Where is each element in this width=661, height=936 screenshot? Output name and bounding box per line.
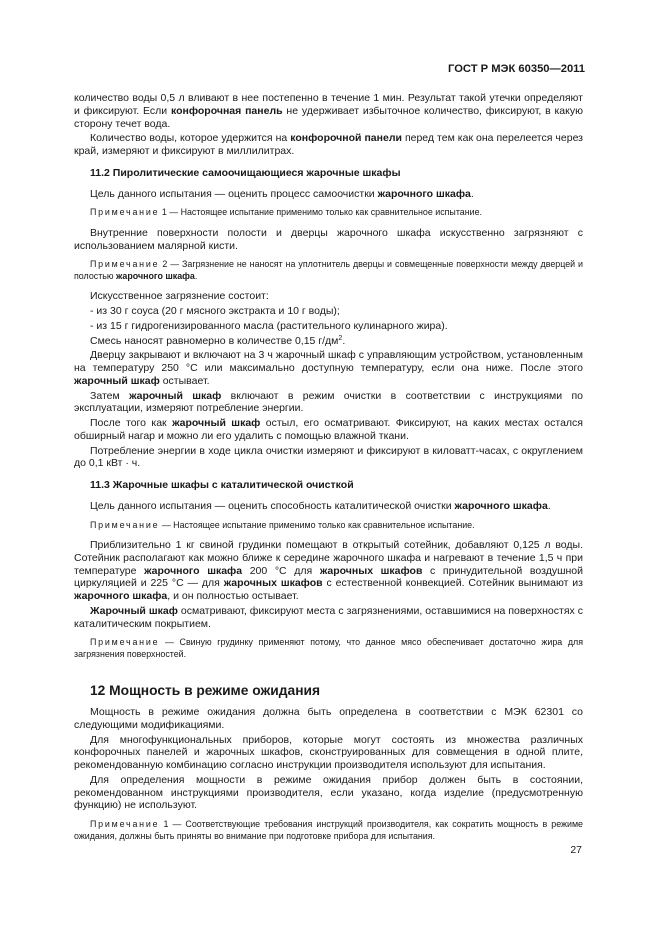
note-12-1 [74, 819, 583, 842]
paragraph-standby-3: Для определения мощности в режиме ожидания прибор должен быть в состоянии, рекомендованном инструкциями производителя, если указано, когда изделие (предусмотренную функцию) не используют. [74, 773, 583, 812]
paragraph-inspection [74, 417, 583, 443]
text: перед тем как она перелеется через край, измеряют и фиксируют в миллилитрах. [74, 132, 584, 157]
term-oven: жарочный шкаф [172, 417, 261, 429]
list-item-sauce: - из 30 г соуса (20 г мясного экстракта и 10 г воды); [90, 305, 340, 317]
term-oven: жарочного шкафа [144, 564, 243, 577]
text: Количество воды, которое удержится на [90, 132, 291, 145]
paragraph-cleaning-mode [74, 390, 583, 416]
note-text: 1 — Соответствующие требования инструкций производителя, как сократить мощность в режиме ожидания, должны быть приняты во внимание при подготовке прибора для испытания. [74, 819, 583, 841]
note-label: Примечание [90, 207, 160, 218]
superscript: 2 [338, 334, 343, 342]
heading-11-3: 11.3 Жарочные шкафы с каталитической очисткой [90, 479, 354, 491]
term-ovens: жарочных шкафов [223, 577, 323, 590]
note-11-2-2 [74, 259, 583, 282]
note-11-3-2 [74, 637, 583, 660]
note-text: . [194, 270, 198, 281]
text: остывает. [159, 374, 210, 387]
paragraph-water-amount [74, 132, 583, 158]
text: Приблизительно 1 кг свиной грудинки помещают в открытый сотейник, добавляют 0,125 л воды. Сотейник располагают как можно ближе к середине жарочного шкафа и нагревают в течение 1,5 ч при температуре [74, 539, 583, 577]
text: осматривают, фиксируют места с загрязнениями, оставшимися на поверхностях с каталитическим покрытием. [74, 604, 583, 630]
note-text: 2 — Загрязнение не наносят на уплотнитель дверцы и совмещенные поверхности между дверцей и полостью [74, 259, 583, 281]
note-text: — Настоящее испытание применимо только как сравнительное испытание. [159, 519, 475, 530]
term-oven: жарочный шкаф [129, 389, 222, 402]
paragraph-mix [74, 335, 583, 348]
term-ovens: жарочных шкафов [319, 564, 423, 577]
term-hob: конфорочная панель [170, 104, 283, 117]
note-label: Примечание [90, 819, 160, 829]
paragraph-energy: Потребление энергии в ходе цикла очистки измеряют и фиксируют в киловатт-часах, с округлением до 0,1 кВт · ч. [74, 444, 583, 470]
term-oven: жарочного шкафа [454, 499, 548, 512]
text: . [470, 187, 474, 200]
standard-header: ГОСТ Р МЭК 60350—2011 [448, 63, 585, 75]
paragraph-pork [74, 539, 583, 603]
text: остыл, его осматривают. Фиксируют, на каких местах остался обширный нагар и можно ли его удалить с помощью влажной ткани. [74, 417, 583, 442]
list-item-oil: - из 15 г гидрогенизированного масла (растительного кулинарного жира). [90, 319, 448, 332]
text: Смесь наносят равномерно в количестве 0,15 г/дм [90, 334, 339, 347]
paragraph-standby-1: Мощность в режиме ожидания должна быть определена в соответствии с МЭК 62301 со следующими модификациями. [74, 706, 583, 731]
text: . [547, 499, 551, 512]
term-oven: жарочного шкафа [74, 590, 168, 602]
paragraph-catalytic-inspect [74, 605, 583, 631]
term-oven: Жарочный шкаф [90, 604, 178, 617]
text: Дверцу закрывают и включают на 3 ч жарочный шкаф с управляющим устройством, установленным на температуру 250 °С или максимально доступную температуру, если она ниже. После этого [74, 349, 583, 374]
note-label: Примечание [90, 519, 160, 530]
text: с естественной конвекцией. Сотейник вынимают из [322, 577, 583, 590]
heading-11-2: 11.2 Пиролитические самоочищающиеся жарочные шкафы [90, 166, 401, 179]
text: . [342, 334, 346, 347]
text: не удерживает избыточное количество, фиксируют, в какую сторону течет вода. [74, 104, 583, 130]
term-hob: конфорочной панели [290, 132, 402, 145]
page-content [74, 92, 583, 850]
paragraph-surfaces: Внутренние поверхности полости и дверцы жарочного шкафа искусственно загрязняют с использованием малярной кисти. [74, 226, 583, 252]
page-number: 27 [570, 844, 582, 856]
paragraph-aim-11-3 [74, 500, 583, 513]
note-11-2-1 [74, 207, 583, 219]
term-oven: жарочного шкафа [377, 187, 471, 200]
note-text: — Свиную грудинку применяют потому, что данное мясо обеспечивает достаточно жира для загрязнения поверхностей. [74, 637, 583, 659]
paragraph-door [74, 349, 583, 387]
text: После того как [90, 417, 173, 429]
note-label: Примечание [90, 259, 160, 270]
paragraph-aim-11-2 [74, 188, 583, 201]
term-oven: жарочный шкаф [74, 374, 160, 387]
note-11-3-1 [74, 520, 583, 532]
paragraph-standby-2: Для многофункциональных приборов, которые могут состоять из множества различных конфорочных панелей и жарочных шкафов, сконструированных для совмещения в одной плите, рекомендованную комбинацию согласно инструкции производителя используют для испытания. [74, 733, 583, 771]
paragraph-water-leak [74, 92, 583, 130]
text: Цель данного испытания — оценить способность каталитической очистки [90, 499, 455, 512]
note-text: 1 — Настоящее испытание применимо только как сравнительное испытание. [159, 207, 482, 218]
text: , и он полностью остывает. [167, 590, 299, 602]
note-label: Примечание [90, 637, 160, 648]
text: с принудительной воздушной циркуляцией и 225 °С — для [74, 564, 583, 590]
heading-12: 12 Мощность в режиме ожидания [90, 683, 321, 699]
text: количество воды 0,5 л вливают в нее постепенно в течение 1 мин. Результат такой утечки определяют и фиксируют. Если [74, 92, 583, 117]
text: 200 °С для [242, 564, 320, 577]
text: включают в режим очистки в соответствии с инструкциями по эксплуатации, измеряют потребление энергии. [74, 389, 583, 415]
term-oven: жарочного шкафа [116, 270, 195, 281]
text: Затем [90, 389, 130, 402]
paragraph-consists: Искусственное загрязнение состоит: [90, 290, 269, 303]
text: Цель данного испытания — оценить процесс самоочистки [90, 187, 378, 200]
